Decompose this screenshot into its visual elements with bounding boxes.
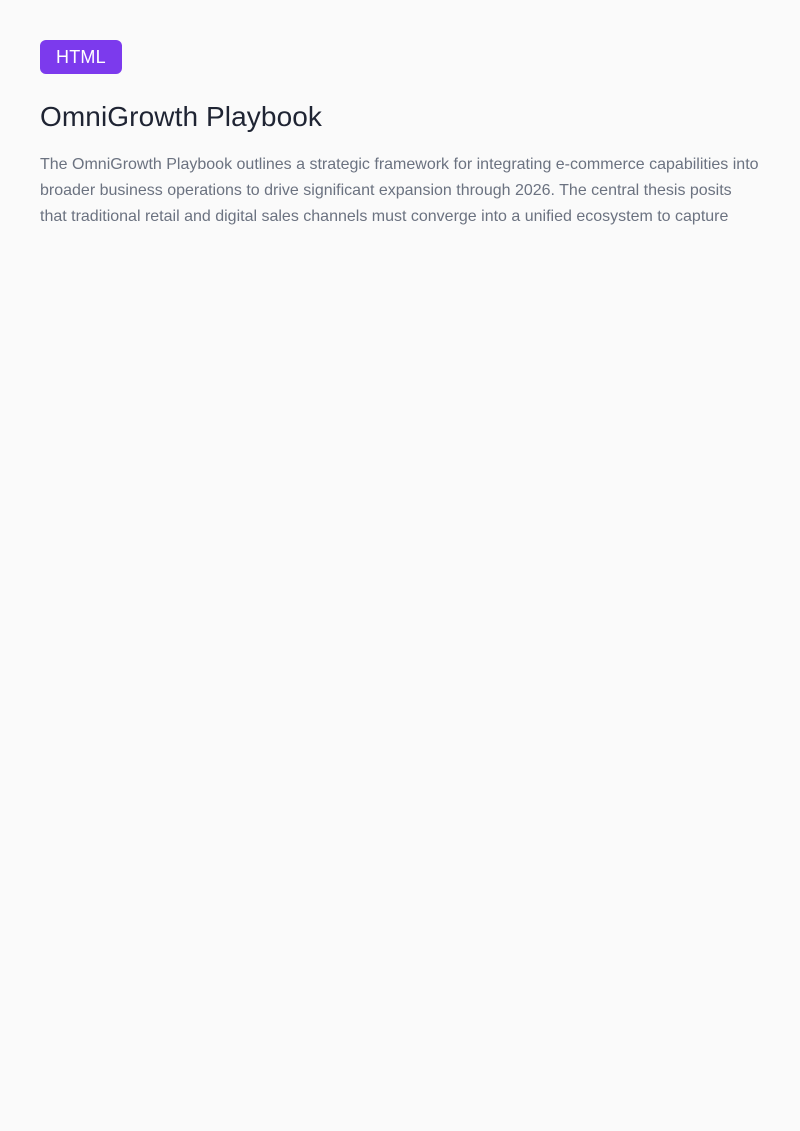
document-title: OmniGrowth Playbook	[40, 101, 323, 132]
format-badge: HTML	[40, 40, 122, 74]
document-description: The OmniGrowth Playbook outlines a strategic framework for integrating e-commerce capabilities into broader business operations to drive significant expansion through 2026. The central thesis posits that traditional retail and digital sales channels must converge into a unified ecosystem to capture	[40, 156, 759, 225]
